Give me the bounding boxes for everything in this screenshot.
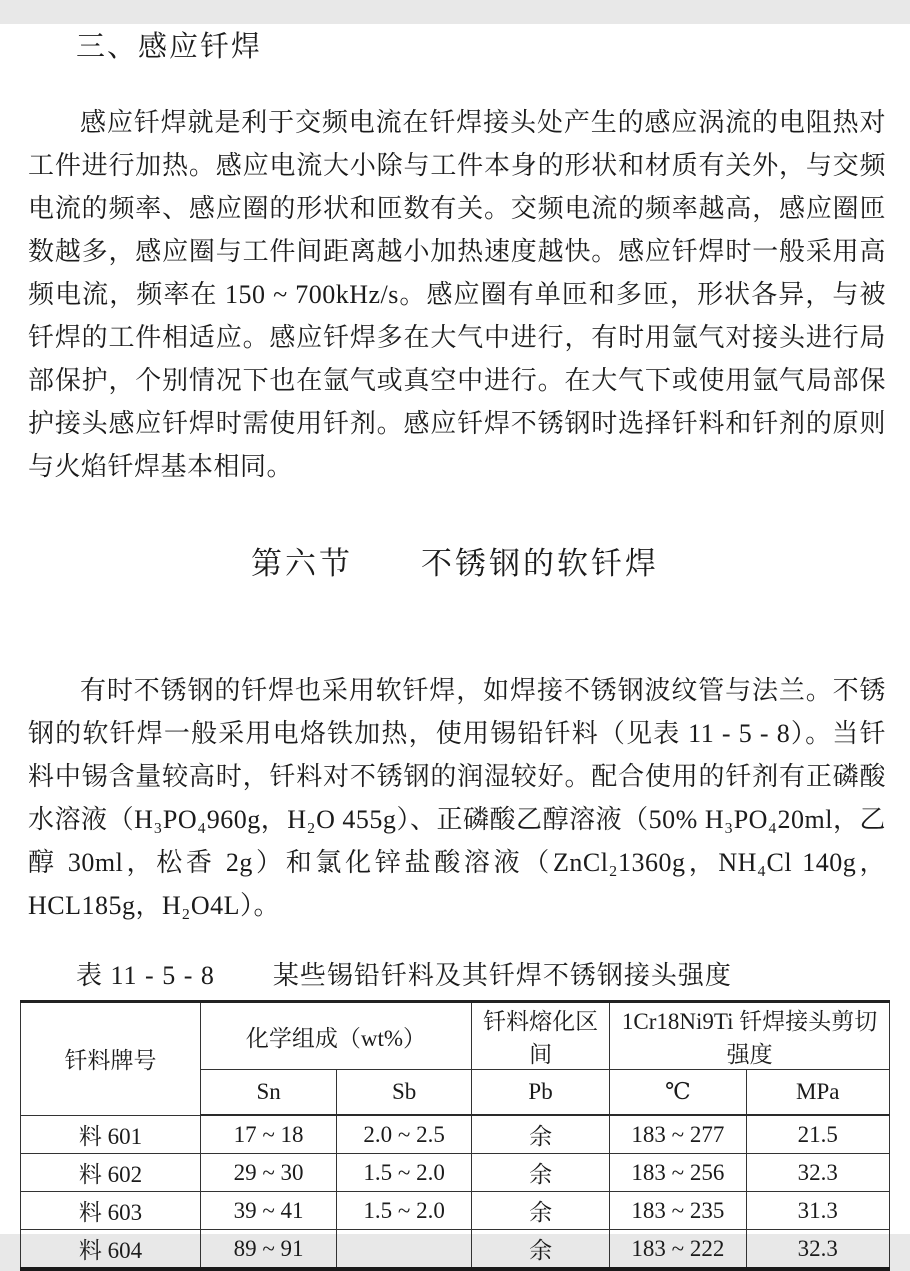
section-heading-induction-brazing: 三、感应钎焊 xyxy=(76,31,263,63)
cell-brand: 料 603 xyxy=(21,1192,201,1230)
paragraph-induction-brazing: 感应钎焊就是利于交频电流在钎焊接头处产生的感应涡流的电阻热对工件进行加热。感应电流大小除与工件本身的形状和材质有关外，与交频电流的频率、感应圈的形状和匝数有关。交频电流的频率越高，感应圈匝数越多，感应圈与工件间距离越小加热速度越快。感应钎焊时一般采用高频电流，频率在 150 ~ 700kHz/s。感应圈有单匝和多匝，形状各异，与被钎焊的工件相适应。感应钎焊多在大气中进行，有时用氩气对接头进行局部保护，个别情况下也在氩气或真空中进行。在大气下或使用氩气局部保护接头感应钎焊时需使用钎剂。感应钎焊不锈钢时选择钎料和钎剂的原则与火焰钎焊基本相同。 xyxy=(28,108,886,481)
cell-melting-range: 183 ~ 222 xyxy=(610,1230,746,1270)
cell-shear-strength: 32.3 xyxy=(746,1154,889,1192)
column-header-sb: Sb xyxy=(337,1070,472,1116)
table-row xyxy=(21,1192,890,1230)
document-page xyxy=(0,24,910,1263)
cell-sn: 17 ~ 18 xyxy=(200,1115,336,1154)
cell-pb: 余 xyxy=(471,1230,609,1270)
cell-sb: 2.0 ~ 2.5 xyxy=(337,1115,472,1154)
column-header-sn: Sn xyxy=(200,1070,336,1116)
table-number-label: 表 11 - 5 - 8 xyxy=(76,961,215,990)
cell-brand: 料 601 xyxy=(21,1115,201,1154)
column-group-melting-range: 钎料熔化区间 xyxy=(471,1002,609,1070)
cell-shear-strength: 31.3 xyxy=(746,1192,889,1230)
cell-sn: 29 ~ 30 xyxy=(200,1154,336,1192)
table-row xyxy=(21,1154,890,1192)
table-header-group-row xyxy=(21,1002,890,1070)
column-group-shear-strength: 1Cr18Ni9Ti 钎焊接头剪切强度 xyxy=(610,1002,890,1070)
cell-sn: 39 ~ 41 xyxy=(200,1192,336,1230)
cell-pb: 余 xyxy=(471,1192,609,1230)
column-header-brand: 钎料牌号 xyxy=(21,1002,201,1116)
section-heading-soft-soldering: 第六节 不锈钢的软钎焊 xyxy=(251,546,659,581)
table-row xyxy=(21,1230,890,1270)
solder-alloys-table xyxy=(20,1000,890,1271)
cell-melting-range: 183 ~ 256 xyxy=(610,1154,746,1192)
cell-melting-range: 183 ~ 277 xyxy=(610,1115,746,1154)
column-header-mpa: MPa xyxy=(746,1070,889,1116)
cell-brand: 料 604 xyxy=(21,1230,201,1270)
cell-pb: 余 xyxy=(471,1115,609,1154)
column-group-chemical-composition: 化学组成（wt%） xyxy=(200,1002,471,1070)
paragraph-soft-soldering: 有时不锈钢的钎焊也采用软钎焊，如焊接不锈钢波纹管与法兰。不锈钢的软钎焊一般采用电烙铁加热，使用锡铅钎料（见表 11 - 5 - 8）。当钎料中锡含量较高时，钎料对不锈钢的润湿较好。配合使用的钎剂有正磷酸水溶液（H₃PO₄960g，H₂O 455g）、正磷酸乙醇溶液（50% H₃PO₄20ml，乙醇 30ml，松香 2g）和氯化锌盐酸溶液（ZnCl₂1360g，NH₄Cl 140g，HCL185g，H₂O4L）。 xyxy=(28,676,886,920)
cell-sb: 1.5 ~ 2.0 xyxy=(337,1192,472,1230)
cell-brand: 料 602 xyxy=(21,1154,201,1192)
cell-shear-strength: 32.3 xyxy=(746,1230,889,1270)
table-caption xyxy=(76,955,910,992)
table-row xyxy=(21,1115,890,1154)
column-header-celsius: ℃ xyxy=(610,1070,746,1116)
cell-pb: 余 xyxy=(471,1154,609,1192)
column-header-pb: Pb xyxy=(471,1070,609,1116)
cell-sn: 89 ~ 91 xyxy=(200,1230,336,1270)
cell-sb: 1.5 ~ 2.0 xyxy=(337,1154,472,1192)
cell-shear-strength: 21.5 xyxy=(746,1115,889,1154)
cell-sb xyxy=(337,1230,472,1270)
cell-melting-range: 183 ~ 235 xyxy=(610,1192,746,1230)
table-title: 某些锡铅钎料及其钎焊不锈钢接头强度 xyxy=(272,961,732,990)
